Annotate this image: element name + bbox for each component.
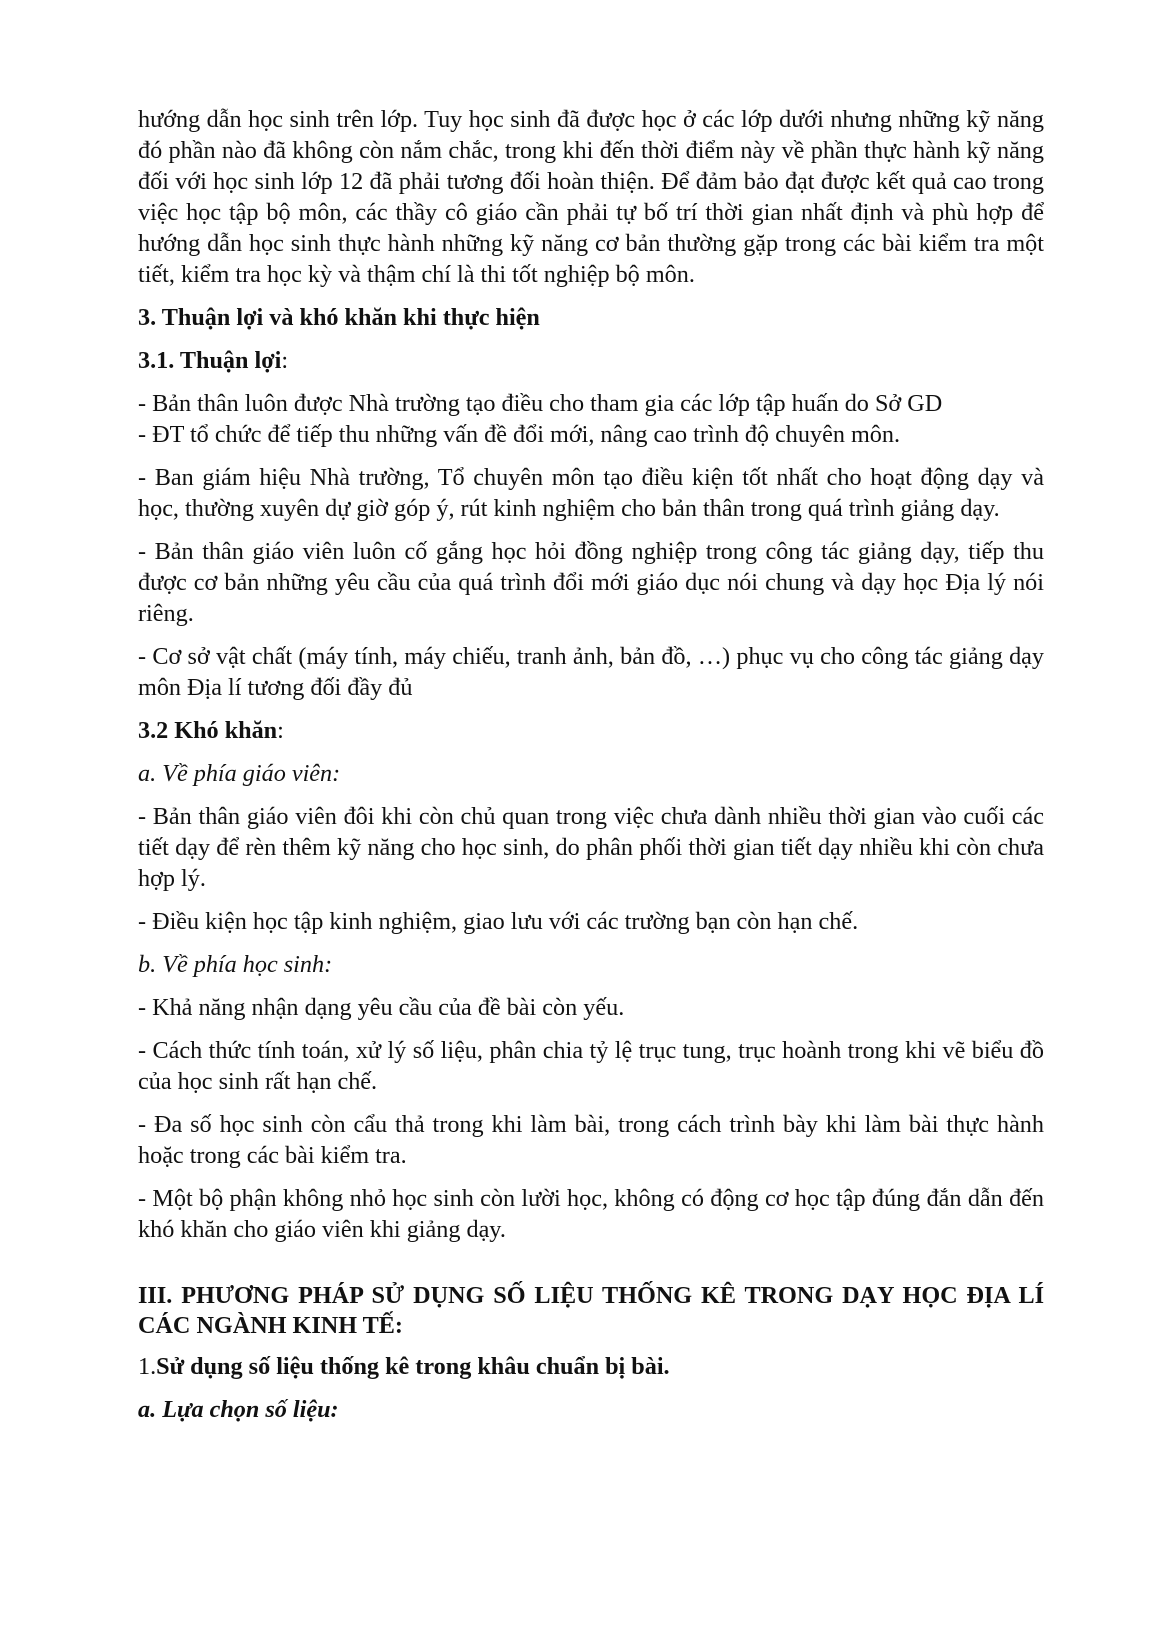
advantage-item: - Bản thân luôn được Nhà trường tạo điều cho tham gia các lớp tập huấn do Sở GD <box>138 390 943 417</box>
subsection-1a-heading: a. Lựa chọn số liệu: <box>138 1396 339 1423</box>
subsection-1-title: Sử dụng số liệu thống kê trong khâu chuẩn bị bài. <box>156 1353 670 1380</box>
difficulties-heading <box>138 715 1044 746</box>
student-difficulty-item: - Cách thức tính toán, xử lý số liệu, phân chia tỷ lệ trục tung, trục hoành trong khi vẽ biểu đồ của học sinh rất hạn chế. <box>138 1037 1044 1095</box>
advantage-item: - Ban giám hiệu Nhà trường, Tổ chuyên môn tạo điều kiện tốt nhất cho hoạt động dạy và học, thường xuyên dự giờ góp ý, rút kinh nghiệm cho bản thân trong quá trình giảng dạy. <box>138 464 1044 522</box>
difficulties-heading-colon: : <box>277 717 284 744</box>
section-3-heading: 3. Thuận lợi và khó khăn khi thực hiện <box>138 304 540 331</box>
advantage-item: - ĐT tổ chức để tiếp thu những vấn đề đổi mới, nâng cao trình độ chuyên môn. <box>138 421 901 448</box>
subsection-1-number: 1. <box>138 1353 157 1380</box>
advantages-heading-label: 3.1. Thuận lợi <box>138 347 282 374</box>
section-III-heading: III. PHƯƠNG PHÁP SỬ DỤNG SỐ LIỆU THỐNG KÊ TRONG DẠY HỌC ĐỊA LÍ CÁC NGÀNH KINH TẾ: <box>138 1282 1044 1339</box>
advantages-heading-colon: : <box>281 347 289 374</box>
teacher-difficulty-item: - Bản thân giáo viên đôi khi còn chủ quan trong việc chưa dành nhiều thời gian vào cuối các tiết dạy để rèn thêm kỹ năng cho học sinh, do phân phối thời gian tiết dạy nhiều khi còn chưa hợp lý. <box>138 803 1044 892</box>
advantage-item: - Cơ sở vật chất (máy tính, máy chiếu, tranh ảnh, bản đồ, …) phục vụ cho công tác giảng dạy môn Địa lí tương đối đầy đủ <box>138 643 1044 701</box>
advantage-item: - Bản thân giáo viên luôn cố gắng học hỏi đồng nghiệp trong công tác giảng dạy, tiếp thu được cơ bản những yêu cầu của quá trình đổi mới giáo dục nói chung và dạy học Địa lý nói riêng. <box>138 538 1044 627</box>
student-difficulty-item: - Khả năng nhận dạng yêu cầu của đề bài còn yếu. <box>138 994 625 1021</box>
students-subheading: b. Về phía học sinh: <box>138 951 333 978</box>
intro-paragraph: hướng dẫn học sinh trên lớp. Tuy học sinh đã được học ở các lớp dưới nhưng những kỹ năng đó phần nào đã không còn nắm chắc, trong khi đến thời điểm này về phần thực hành kỹ năng đối với học sinh lớp 12 đã phải tương đối hoàn thiện. Để đảm bảo đạt được kết quả cao trong việc học tập bộ môn, các thầy cô giáo cần phải tự bố trí thời gian nhất định và phù hợp để hướng dẫn học sinh thực hành những kỹ năng cơ bản thường gặp trong các bài kiểm tra một tiết, kiểm tra học kỳ và thậm chí là thi tốt nghiệp bộ môn. <box>138 106 1044 288</box>
advantages-heading <box>138 345 1044 376</box>
subsection-1-heading <box>138 1351 1044 1382</box>
document-page <box>138 104 1044 1437</box>
teacher-difficulty-item: - Điều kiện học tập kinh nghiệm, giao lưu với các trường bạn còn hạn chế. <box>138 908 859 935</box>
student-difficulty-item: - Một bộ phận không nhỏ học sinh còn lười học, không có động cơ học tập đúng đắn dẫn đến khó khăn cho giáo viên khi giảng dạy. <box>138 1185 1044 1243</box>
student-difficulty-item: - Đa số học sinh còn cẩu thả trong khi làm bài, trong cách trình bày khi làm bài thực hành hoặc trong các bài kiểm tra. <box>138 1111 1044 1169</box>
teachers-subheading: a. Về phía giáo viên: <box>138 760 341 787</box>
difficulties-heading-label: 3.2 Khó khăn <box>138 717 278 744</box>
